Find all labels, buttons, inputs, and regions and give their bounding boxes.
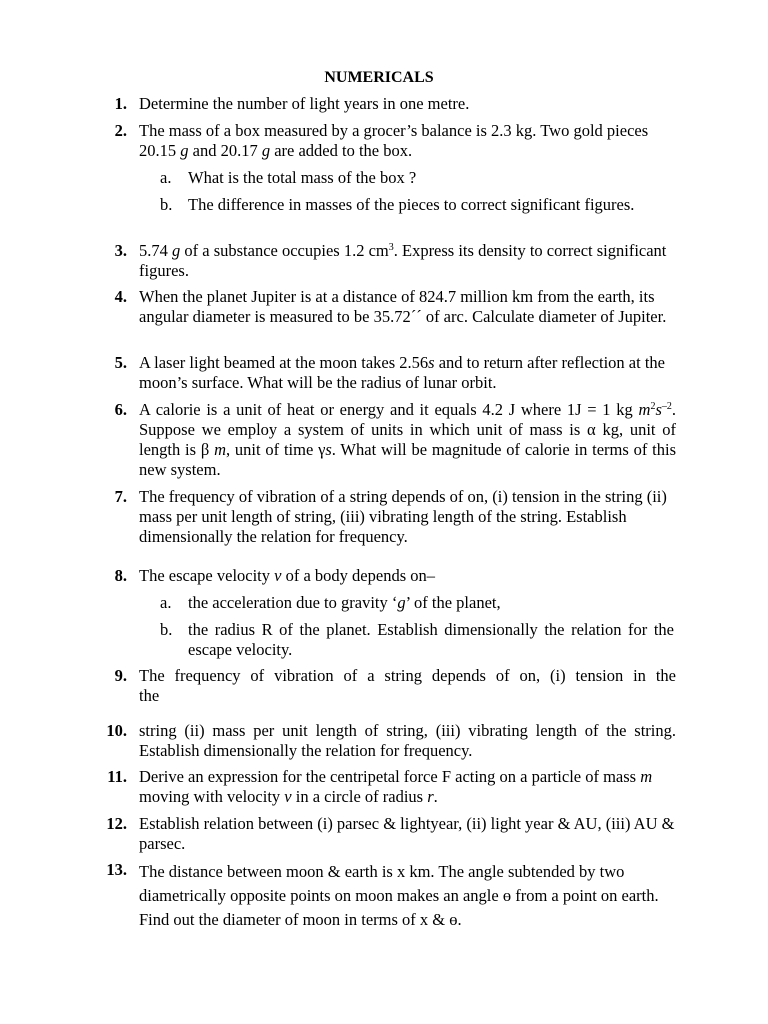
question-text: The distance between moon & earth is x km. The angle subtended by two diametrically opposite points on moon makes an angle ө from a point on earth. Find out the diameter of moon in terms of x & ө. — [139, 862, 659, 929]
question-text: Derive an expression for the centripetal force F acting on a particle of mass m moving with velocity v in a circle of radius r. — [139, 767, 653, 806]
question-number: 1. — [114, 94, 127, 113]
sub-label: a. — [160, 168, 172, 187]
sub-label: b. — [160, 620, 173, 639]
sub-text: the radius R of the planet. Establish dimensionally the relation for the escape velocity. — [188, 620, 674, 659]
question-text: The frequency of vibration of a string depends of on, (i) tension in the string (ii) mass per unit length of string, (iii) vibrating length of the string. Establish dimensionally the relation for frequency. — [139, 487, 667, 546]
sub-text: What is the total mass of the box ? — [188, 168, 417, 187]
question-text: Determine the number of light years in one metre. — [139, 94, 470, 113]
question-text: Establish relation between (i) parsec & lightyear, (ii) light year & AU, (iii) AU & parsec. — [139, 814, 675, 853]
question-number: 3. — [114, 241, 127, 260]
question-number: 12. — [106, 814, 127, 833]
question-number: 8. — [114, 566, 127, 585]
question-text: string (ii) mass per unit length of string, (iii) vibrating length of the string. Establish dimensionally the relation for frequency. — [139, 721, 676, 760]
page-title: NUMERICALS — [324, 69, 434, 86]
question-text: 5.74 g of a substance occupies 1.2 $cm^3$. Express its density to correct significant figures. — [139, 241, 667, 280]
question-number: 11. — [107, 767, 127, 786]
question-number: 13. — [106, 860, 127, 879]
sub-label: a. — [160, 593, 172, 612]
sub-text: The difference in masses of the pieces to correct significant figures. — [188, 195, 635, 214]
question-number: 7. — [114, 487, 127, 506]
question-text-tail: the — [139, 686, 160, 705]
question-text: A laser light beamed at the moon takes 2.56s and to return after reflection at the moon’s surface. What will be the radius of lunar orbit. — [139, 353, 665, 392]
question-text: A calorie is a unit of heat or energy and it equals 4.2 J where 1J = 1 kg $m^2s^{-2}$. Suppose we employ a system of units in which unit of mass is α kg, unit of length is β m, unit of time γs. What will be magnitude of calorie in terms of this new system. — [139, 400, 677, 479]
question-number: 4. — [114, 287, 127, 306]
sub-text: the acceleration due to gravity ‘g’ of the planet, — [188, 593, 501, 612]
question-number: 2. — [114, 121, 127, 140]
question-number: 10. — [106, 721, 127, 740]
question-text: The frequency of vibration of a string depends of on, (i) tension in the — [139, 666, 676, 685]
question-text: When the planet Jupiter is at a distance of 824.7 million km from the earth, its angular diameter is measured to be 35.72´´ of arc. Calculate diameter of Jupiter. — [139, 287, 667, 326]
sub-label: b. — [160, 195, 173, 214]
question-number: 6. — [114, 400, 127, 419]
question-number: 5. — [114, 353, 127, 372]
question-text: The escape velocity v of a body depends on– — [139, 566, 435, 585]
question-text: The mass of a box measured by a grocer’s balance is 2.3 kg. Two gold pieces 20.15 g and 20.17 g are added to the box. — [139, 121, 649, 160]
question-number: 9. — [114, 666, 127, 685]
